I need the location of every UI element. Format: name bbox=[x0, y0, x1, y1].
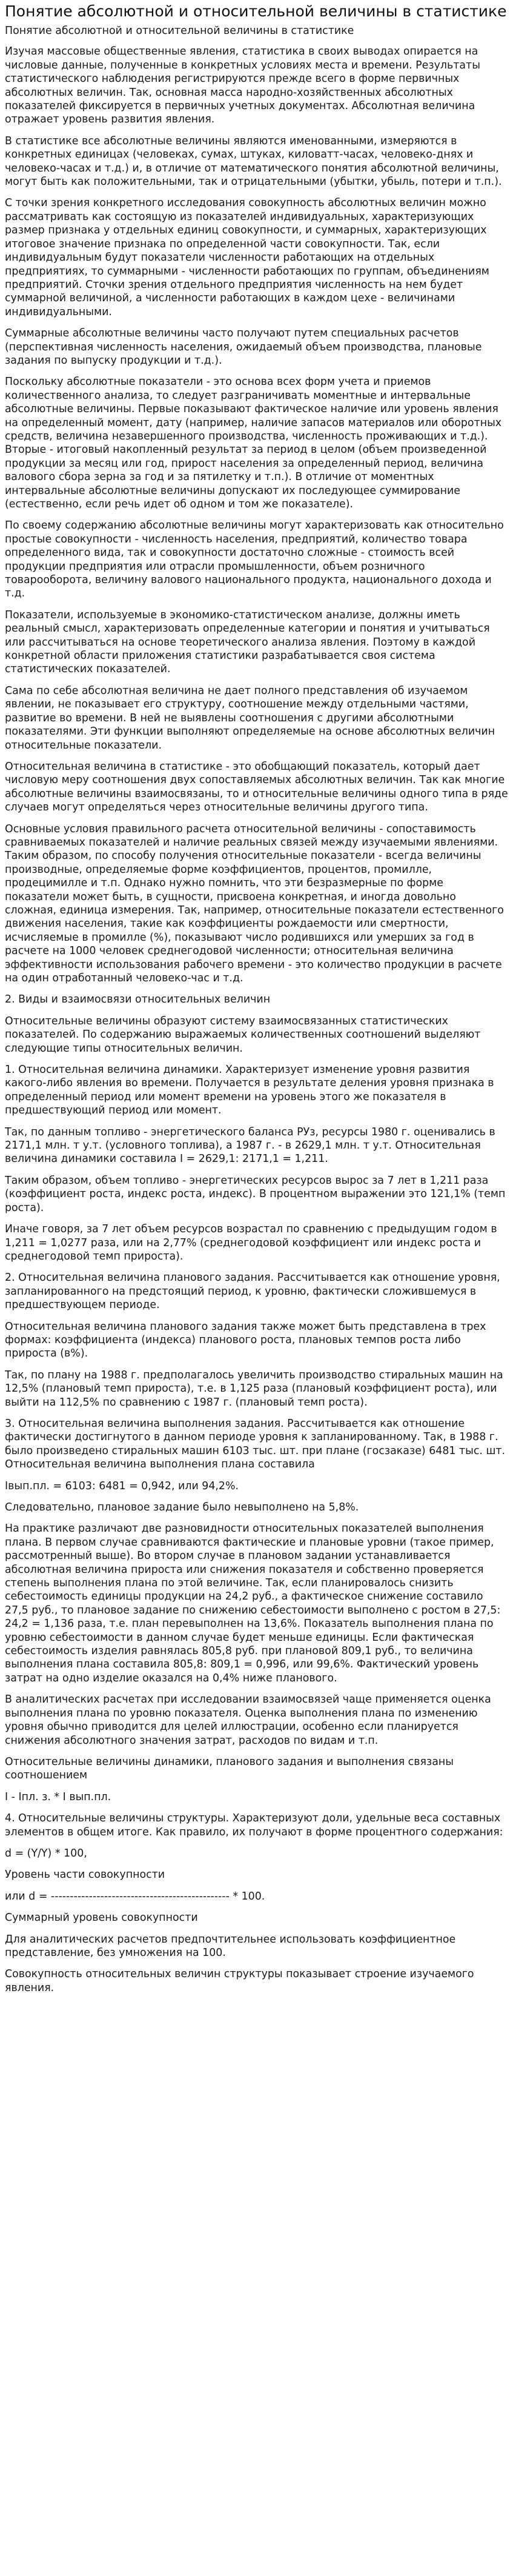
paragraph: Таким образом, объем топливо - энергетических ресурсов вырос за 7 лет в 1,211 раза (коэффициент роста, индекс роста, индекс). В процентном выражении это 121,1% (темп роста). bbox=[5, 1174, 506, 1214]
article-body bbox=[5, 45, 508, 1995]
paragraph: На практике различают две разновидности относительных показателей выполнения плана. В первом случае сравниваются фактические и плановые уровни (такое пример, рассмотренный выше). Во втором случае в плановом задании устанавливается абсолютная величина прироста или снижения показателя и собственно проверяется степень выполнения плана по этой величине. Так, если планировалось снизить себестоимость единицы продукции на 24,2 руб., а фактическое снижение составило 27,5 руб., то плановое задание по снижению себестоимости выполнено с ростом в 27,5: 24,2 = 1,136 раза, т.е. план перевыполнен на 13,6%. Показатель выполнения плана по уровню себестоимости в данном случае будет меньше единицы. Если фактическая себестоимость изделия равнялась 805,8 руб. при плановой 809,1 руб., то величина выполнения плана составила 805,8: 809,1 = 0,996, или 99,6%. Фактический уровень затрат на одно изделие оказался на 0,4% ниже планового. bbox=[5, 1523, 501, 1684]
paragraph: Относительные величины образуют систему взаимосвязанных статистических показателей. По содержанию выражаемых количественных соотношений выделяют следующие типы относительных величин. bbox=[5, 1015, 481, 1055]
paragraph: Суммарные абсолютные величины часто получают путем специальных расчетов (перспективная численность населения, ожидаемый объем производства, плановые задания по выпуску продукции и т.д.). bbox=[5, 327, 482, 367]
paragraph: Относительная величина в статистике - это обобщающий показатель, который дает числовую меру соотношения двух сопоставляемых абсолютных величин. Так как многие абсолютные величины взаимосвязаны, то и относительные величины одного типа в ряде случаев могут определяться через относительные величины другого типа. bbox=[5, 760, 508, 814]
paragraph: 3. Относительная величина выполнения задания. Рассчитывается как отношение фактически достигнутого в данном периоде уровня к запланированному. Так, в 1988 г. было произведено стиральных машин 6103 тыс. шт. при плане (госзаказе) 6481 тыс. шт. Относительная величина выполнения плана составила bbox=[5, 1417, 506, 1471]
paragraph: 4. Относительные величины структуры. Характеризуют доли, удельные веса составных элементов в общем итоге. Как правило, их получают в форме процентного содержания: bbox=[5, 1812, 503, 1838]
paragraph: В аналитических расчетах при исследовании взаимосвязей чаще применяется оценка выполнения плана по уровню показателя. Оценка выполнения плана по изменению уровня обычно приводится для целей иллюстрации, особенно если планируется снижения абсолютного значения затрат, расходов по видам и т.п. bbox=[5, 1693, 491, 1747]
paragraph: или d = ----------------------------------------------- * 100. bbox=[5, 1890, 265, 1903]
paragraph: I - Iпл. з. * I вып.пл. bbox=[5, 1790, 111, 1803]
article-subtitle: Понятие абсолютной и относительной величины в статистике bbox=[5, 25, 354, 37]
paragraph: Совокупность относительных величин структуры показывает строение изучаемого явления. bbox=[5, 1968, 474, 1994]
paragraph: Суммарный уровень совокупности bbox=[5, 1912, 198, 1924]
paragraph: 2. Виды и взаимосвязи относительных величин bbox=[5, 993, 271, 1006]
paragraph: Иначе говоря, за 7 лет объем ресурсов возрастал по сравнению с предыдущим годом в 1,211 = 1,0277 раза, или на 2,77% (среднегодовой коэффициент или индекс роста и среднегодовой темп прироста). bbox=[5, 1223, 497, 1263]
paragraph: Для аналитических расчетов предпочтительнее использовать коэффициентное представление, без умножения на 100. bbox=[5, 1933, 456, 1959]
paragraph: Следовательно, плановое задание было невыполнено на 5,8%. bbox=[5, 1501, 359, 1513]
paragraph: Уровень части совокупности bbox=[5, 1869, 165, 1881]
paragraph: 1. Относительная величина динамики. Характеризует изменение уровня развития какого-либо явления во времени. Получается в результате деления уровня признака в определенный период или момент времени на уровень этого же показателя в предшествующий период или момент. bbox=[5, 1064, 494, 1117]
paragraph: Так, по плану на 1988 г. предполагалось увеличить производство стиральных машин на 12,5% (плановый темп прироста), т.е. в 1,125 раза (плановый коэффициент роста), или выйти на 112,5% по сравнению с 1987 г. (плановый темп роста). bbox=[5, 1369, 503, 1409]
paragraph: Основные условия правильного расчета относительной величины - сопоставимость сравниваемых показателей и наличие реальных связей между изучаемыми явлениями. Таким образом, по способу получения относительные показатели - всегда величины производные, определяемые форме коэффициентов, процентов, промилле, продецимилле и т.п. Однако нужно помнить, что эти безразмерные по форме показатели может быть, в сущности, присвоена конкретная, и иногда довольно сложная, единица измерения. Так, например, относительные показатели естественного движения населения, такие как коэффициенты рождаемости или смертности, исчисляемые в промилле (%), показывают число родившихся или умерших за год в расчете на 1000 человек среднегодовой численности; относительная величина эффективности использования рабочего времени - это количество продукции в расчете на один отработанный человеко-час и т.д. bbox=[5, 823, 504, 984]
paragraph: Поскольку абсолютные показатели - это основа всех форм учета и приемов количественного анализа, то следует разграничивать моментные и интервальные абсолютные величины. Первые показывают фактическое наличие или уровень явления на определенный момент, дату (например, наличие запасов материалов или оборотных средств, величина незавершенного производства, численность проживающих и т.д.). Вторые - итоговый накопленный результат за период в целом (объем произведенной продукции за месяц или год, прирост населения за определенный период, величина валового сбора зерна за год и за пятилетку и т.п.). В отличие от моментных интервальные абсолютные величины допускают их последующее суммирование (естественно, если речь идет об одном и том же показателе). bbox=[5, 376, 502, 510]
paragraph: Изучая массовые общественные явления, статистика в своих выводах опирается на числовые данные, полученные в конкретных условиях места и времени. Результаты статистического наблюдения регистрируются прежде всего в форме первичных абсолютных величин. Так, основная масса народно-хозяйственных абсолютных показателей фиксируется в первичных учетных документах. Абсолютная величина отражает уровень развития явления. bbox=[5, 45, 480, 126]
page-title: Понятие абсолютной и относительной величины в статистике bbox=[5, 2, 507, 20]
paragraph: По своему содержанию абсолютные величины могут характеризовать как относительно простые совокупности - численность населения, предприятий, количество товара определенного вида, так и совокупности достаточно сложные - стоимость всей продукции предприятия или отрасли промышленности, объем розничного товарооборота, величину валового национального продукта, национального дохода и т.д. bbox=[5, 519, 504, 600]
paragraph: Сама по себе абсолютная величина не дает полного представления об изучаемом явлении, не показывает его структуру, соотношение между отдельными частями, развитие во времени. В ней не выявлены соотношения с другими абсолютными показателями. Эти функции выполняют определяемые на основе абсолютных величин относительные показатели. bbox=[5, 684, 495, 752]
paragraph: В статистике все абсолютные величины являются именованными, измеряются в конкретных единицах (человеках, сумах, штуках, киловатт-часах, человеко-днях и человеко-часах и т.д.) и, в отличие от математического понятия абсолютной величины, могут быть как положительными, так и отрицательными (убытки, убыль, потери и т.п.). bbox=[5, 135, 502, 189]
paragraph: Относительная величина планового задания также может быть представлена в трех формах: коэффициента (индекса) планового роста, плановых темпов роста либо прироста (в%). bbox=[5, 1320, 486, 1360]
paragraph: Так, по данным топливо - энергетического баланса РУз, ресурсы 1980 г. оценивались в 2171,1 млн. т у.т. (условного топлива), а 1987 г. - в 2629,1 млн. т у.т. Относительная величина динамики составила I = 2629,1: 2171,1 = 1,211. bbox=[5, 1126, 495, 1166]
paragraph: Показатели, используемые в экономико-статистическом анализе, должны иметь реальный смысл, характеризовать определенные категории и понятия и учитываться или рассчитываться на основе теоретического анализа явления. Поэтому в каждой конкретной области приложения статистики разрабатывается своя система статистических показателей. bbox=[5, 609, 490, 676]
paragraph: С точки зрения конкретного исследования совокупность абсолютных величин можно рассматривать как состоящую из показателей индивидуальных, характеризующих размер признака у отдельных единиц совокупности, и суммарных, характеризующих итоговое значение признака по определенной части совокупности. Так, если индивидуальным будут показатели численности работающих на отдельных предприятиях, то суммарными - численности работающих по группам, объединениям предприятий. Сточки зрения отдельного предприятия численность на нем будет суммарной величиной, а численности работающих в каждом цехе - величинами индивидуальными. bbox=[5, 197, 489, 318]
paragraph: Относительные величины динамики, планового задания и выполнения связаны соотношением bbox=[5, 1755, 454, 1782]
paragraph: 2. Относительная величина планового задания. Рассчитывается как отношение уровня, запланированного на предстоящий период, к уровню, фактически сложившемуся в предшествующем периоде. bbox=[5, 1272, 500, 1312]
paragraph: Iвып.пл. = 6103: 6481 = 0,942, или 94,2%. bbox=[5, 1480, 239, 1492]
paragraph: d = (Y/Y) * 100, bbox=[5, 1847, 87, 1860]
